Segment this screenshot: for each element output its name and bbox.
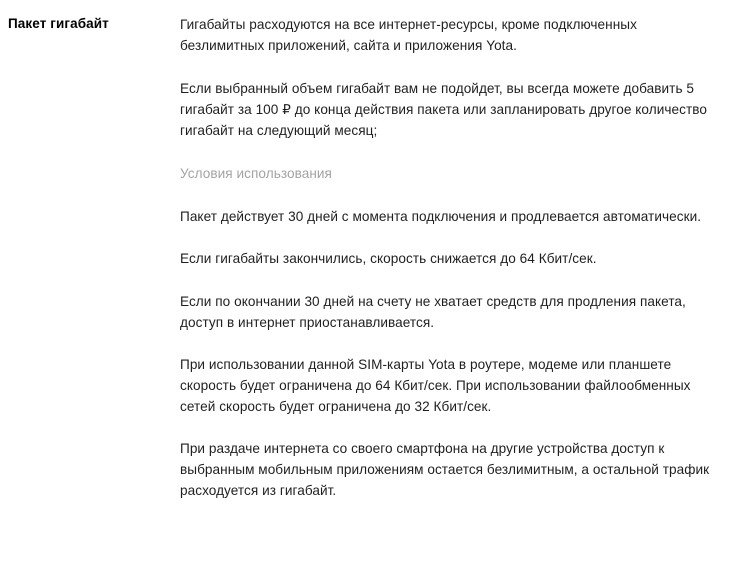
definition-column	[180, 14, 744, 501]
term-column	[0, 14, 180, 34]
condition-insufficient-funds: Если по окончании 30 дней на счету не хватает средств для продления пакета, доступ в интернет приостанавливается.	[180, 293, 686, 330]
term-definition-row	[0, 14, 744, 501]
condition-speed-reduction: Если гигабайты закончились, скорость снижается до 64 Кбит/сек.	[180, 251, 597, 267]
condition-tethering: При раздаче интернета со своего смартфона на другие устройства доступ к выбранным мобильным приложениям остается безлимитным, а остальной трафик расходуется из гигабайт.	[180, 440, 710, 498]
subheading-usage-terms: Условия использования	[180, 166, 332, 182]
paragraph-add-gigabytes: Если выбранный объем гигабайт вам не подойдет, вы всегда можете добавить 5 гигабайт за 100 ₽ до конца действия пакета или запланировать другое количество гигабайт на следующий месяц;	[180, 81, 707, 139]
term-title: Пакет гигабайт	[8, 16, 109, 31]
condition-router-modem-tablet: При использовании данной SIM-карты Yota в роутере, модеме или планшете скорость будет ограничена до 64 Кбит/сек. При использовании файлообменных сетей скорость будет ограничена до 32 Кбит/сек.	[180, 356, 691, 414]
condition-auto-renewal: Пакет действует 30 дней с момента подключения и продлевается автоматически.	[180, 209, 702, 225]
paragraph-usage-scope: Гигабайты расходуются на все интернет-ресурсы, кроме подключенных безлимитных приложений, сайта и приложения Yota.	[180, 17, 637, 54]
